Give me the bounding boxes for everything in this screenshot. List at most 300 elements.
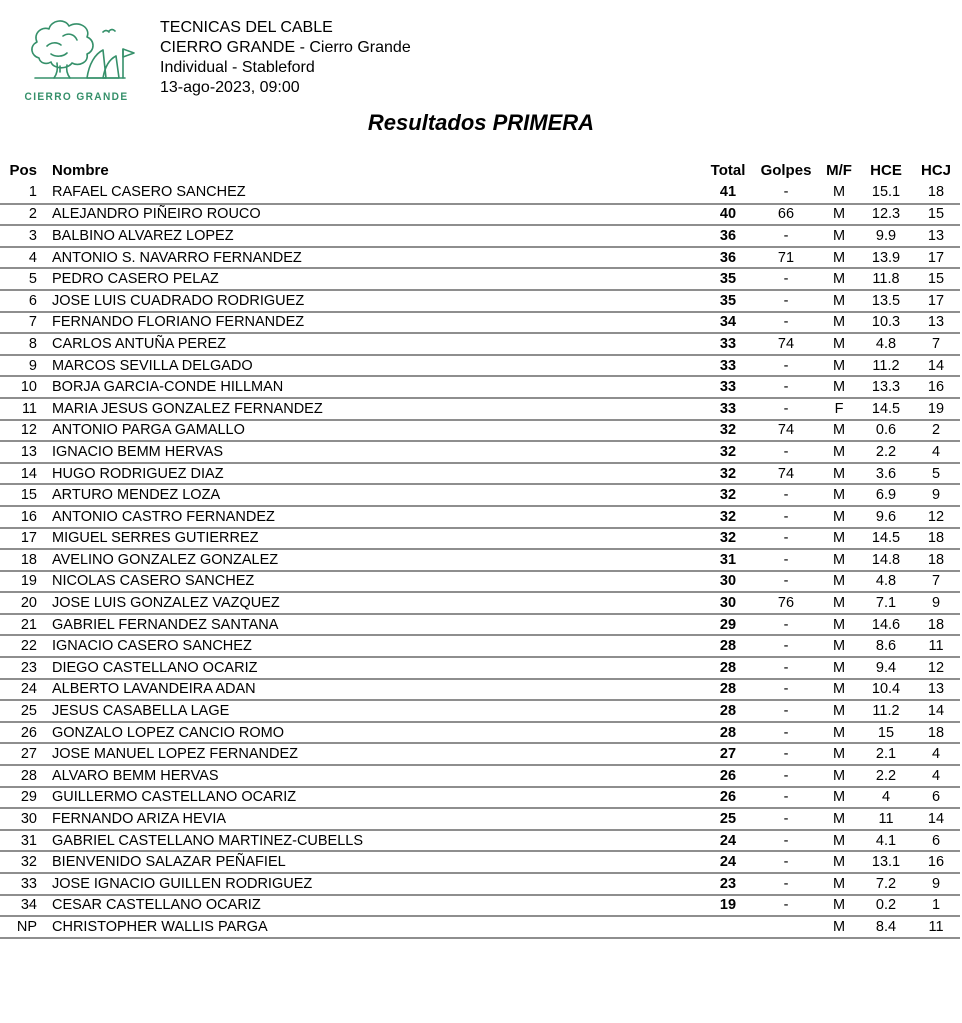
table-row [0,333,960,355]
cell-golpes: 66 [754,204,818,226]
cell-hce: 14.5 [860,528,912,550]
cell-total: 36 [702,247,754,269]
cell-hcj: 12 [912,506,960,528]
table-row [0,247,960,269]
cell-nombre: MIGUEL SERRES GUTIERREZ [40,528,702,550]
table-row [0,182,960,204]
cell-total: 33 [702,355,754,377]
cell-nombre: FERNANDO FLORIANO FERNANDEZ [40,312,702,334]
event-info [160,16,411,98]
cell-hcj: 6 [912,787,960,809]
cell-golpes: - [754,743,818,765]
event-company-line: TECNICAS DEL CABLE [160,19,333,36]
cell-total: 28 [702,722,754,744]
table-row [0,528,960,550]
cell-hcj: 14 [912,700,960,722]
cell-mf: M [818,571,860,593]
cell-mf: M [818,635,860,657]
table-row [0,614,960,636]
cell-mf: M [818,225,860,247]
cell-mf: M [818,873,860,895]
table-row [0,355,960,377]
cell-mf: M [818,247,860,269]
cell-hce: 0.2 [860,895,912,917]
cell-mf: M [818,765,860,787]
cell-pos: 25 [0,700,40,722]
cell-hce: 14.6 [860,614,912,636]
cell-hce: 13.5 [860,290,912,312]
cell-nombre: CHRISTOPHER WALLIS PARGA [40,916,702,938]
cell-total: 28 [702,657,754,679]
cell-total [702,916,754,938]
cell-nombre: IGNACIO BEMM HERVAS [40,441,702,463]
cell-hce: 9.6 [860,506,912,528]
cell-hcj: 17 [912,247,960,269]
cell-hcj: 19 [912,398,960,420]
cell-pos: 2 [0,204,40,226]
cell-hcj: 18 [912,722,960,744]
cell-golpes: - [754,506,818,528]
cell-hce: 4 [860,787,912,809]
cell-total: 28 [702,635,754,657]
cell-total: 32 [702,506,754,528]
table-header-row [0,158,960,182]
cell-nombre: GABRIEL CASTELLANO MARTINEZ-CUBELLS [40,830,702,852]
cell-total: 32 [702,420,754,442]
cell-mf: M [818,895,860,917]
cell-hcj: 13 [912,225,960,247]
cell-pos: 21 [0,614,40,636]
cell-pos: NP [0,916,40,938]
column-header-mf: M/F [826,161,852,179]
cell-nombre: JOSE LUIS CUADRADO RODRIGUEZ [40,290,702,312]
cell-hce: 13.3 [860,376,912,398]
table-row [0,830,960,852]
page-title: Resultados PRIMERA [367,110,595,135]
cell-mf: M [818,657,860,679]
cell-hce: 15 [860,722,912,744]
cell-hcj: 16 [912,851,960,873]
table-row [0,873,960,895]
cell-hcj: 4 [912,441,960,463]
cell-mf: M [818,808,860,830]
cell-hce: 10.4 [860,679,912,701]
event-club-line: CIERRO GRANDE - Cierro Grande [160,39,411,56]
cell-hce: 2.2 [860,441,912,463]
cell-total: 32 [702,528,754,550]
cell-hce: 14.8 [860,549,912,571]
cell-hce: 6.9 [860,484,912,506]
cell-golpes: - [754,700,818,722]
logo-text: CIERRO GRANDE [25,91,129,103]
cell-golpes: 74 [754,463,818,485]
cell-mf: M [818,484,860,506]
cell-golpes: - [754,873,818,895]
cell-mf: F [818,398,860,420]
cell-pos: 5 [0,268,40,290]
cell-mf: M [818,614,860,636]
cell-nombre: GONZALO LOPEZ CANCIO ROMO [40,722,702,744]
cell-hce: 4.8 [860,571,912,593]
cell-nombre: IGNACIO CASERO SANCHEZ [40,635,702,657]
table-row [0,225,960,247]
table-row [0,743,960,765]
table-row [0,700,960,722]
cell-mf: M [818,420,860,442]
cell-total: 28 [702,700,754,722]
cell-nombre: CESAR CASTELLANO OCARIZ [40,895,702,917]
cell-hcj: 4 [912,765,960,787]
cell-hcj: 7 [912,571,960,593]
cell-golpes: - [754,225,818,247]
cell-nombre: ANTONIO CASTRO FERNANDEZ [40,506,702,528]
cell-hce: 4.1 [860,830,912,852]
cell-nombre: FERNANDO ARIZA HEVIA [40,808,702,830]
cell-golpes: 74 [754,333,818,355]
cell-pos: 32 [0,851,40,873]
cell-nombre: JESUS CASABELLA LAGE [40,700,702,722]
column-header-total: Total [710,161,746,179]
cell-hce: 11 [860,808,912,830]
document-header [14,16,411,103]
cell-golpes: - [754,830,818,852]
table-row [0,463,960,485]
cell-pos: 3 [0,225,40,247]
cell-golpes: - [754,484,818,506]
cell-pos: 29 [0,787,40,809]
cell-total: 33 [702,376,754,398]
cell-mf: M [818,700,860,722]
cell-pos: 30 [0,808,40,830]
cell-nombre: BIENVENIDO SALAZAR PEÑAFIEL [40,851,702,873]
cell-hcj: 7 [912,333,960,355]
cell-nombre: ANTONIO PARGA GAMALLO [40,420,702,442]
cell-golpes: - [754,614,818,636]
cell-hce: 15.1 [860,182,912,204]
table-row [0,420,960,442]
cell-golpes: - [754,571,818,593]
cell-mf: M [818,333,860,355]
cell-golpes: - [754,549,818,571]
table-row [0,808,960,830]
cell-total: 32 [702,484,754,506]
cell-pos: 6 [0,290,40,312]
cell-nombre: ALBERTO LAVANDEIRA ADAN [40,679,702,701]
cell-golpes: - [754,441,818,463]
cell-hce: 9.9 [860,225,912,247]
cell-hce: 4.8 [860,333,912,355]
table-row [0,290,960,312]
cell-mf: M [818,830,860,852]
table-row [0,787,960,809]
cell-golpes: - [754,808,818,830]
cell-pos: 23 [0,657,40,679]
cell-golpes: - [754,851,818,873]
table-row [0,506,960,528]
cell-golpes: - [754,679,818,701]
table-row [0,312,960,334]
cell-hce: 10.3 [860,312,912,334]
cell-mf: M [818,592,860,614]
cell-pos: 10 [0,376,40,398]
cell-hcj: 5 [912,463,960,485]
cell-hce: 13.1 [860,851,912,873]
cell-nombre: ALVARO BEMM HERVAS [40,765,702,787]
cell-hce: 3.6 [860,463,912,485]
cell-mf: M [818,312,860,334]
event-datetime-line: 13-ago-2023, 09:00 [160,79,300,96]
cell-nombre: GUILLERMO CASTELLANO OCARIZ [40,787,702,809]
cell-nombre: BALBINO ALVAREZ LOPEZ [40,225,702,247]
table-row [0,571,960,593]
cell-hce: 12.3 [860,204,912,226]
cierro-grande-tree-golf-icon [17,16,137,90]
results-table [0,158,960,939]
cell-hcj: 6 [912,830,960,852]
cell-nombre: BORJA GARCIA-CONDE HILLMAN [40,376,702,398]
cell-nombre: JOSE IGNACIO GUILLEN RODRIGUEZ [40,873,702,895]
cell-golpes: - [754,268,818,290]
cell-hce: 8.6 [860,635,912,657]
cell-mf: M [818,787,860,809]
cell-hcj: 15 [912,268,960,290]
table-row [0,204,960,226]
cell-hcj: 16 [912,376,960,398]
cell-golpes: - [754,528,818,550]
cell-hce: 2.2 [860,765,912,787]
cell-total: 41 [702,182,754,204]
cell-mf: M [818,743,860,765]
cell-golpes: - [754,722,818,744]
cell-total: 30 [702,571,754,593]
cell-mf: M [818,290,860,312]
cell-hce: 2.1 [860,743,912,765]
cell-golpes: - [754,290,818,312]
cell-nombre: MARIA JESUS GONZALEZ FERNANDEZ [40,398,702,420]
cell-mf: M [818,506,860,528]
cell-hcj: 12 [912,657,960,679]
table-row [0,657,960,679]
cell-hce: 7.1 [860,592,912,614]
cell-golpes: - [754,312,818,334]
table-row [0,268,960,290]
table-row [0,916,960,938]
cell-hcj: 9 [912,592,960,614]
cell-mf: M [818,268,860,290]
table-row [0,635,960,657]
cell-golpes: - [754,182,818,204]
cell-total: 40 [702,204,754,226]
cell-mf: M [818,549,860,571]
cell-hcj: 9 [912,484,960,506]
cell-total: 26 [702,787,754,809]
cell-pos: 8 [0,333,40,355]
table-row [0,592,960,614]
cell-hce: 13.9 [860,247,912,269]
cell-hce: 14.5 [860,398,912,420]
cell-mf: M [818,528,860,550]
cell-hce: 7.2 [860,873,912,895]
cell-mf: M [818,355,860,377]
cell-golpes: - [754,657,818,679]
cell-hcj: 11 [912,635,960,657]
cell-pos: 18 [0,549,40,571]
cell-nombre: NICOLAS CASERO SANCHEZ [40,571,702,593]
cell-hcj: 4 [912,743,960,765]
table-row [0,722,960,744]
results-table-body [0,182,960,938]
cell-golpes: 71 [754,247,818,269]
cell-pos: 24 [0,679,40,701]
cell-pos: 16 [0,506,40,528]
cell-nombre: PEDRO CASERO PELAZ [40,268,702,290]
cell-total: 25 [702,808,754,830]
cell-total: 31 [702,549,754,571]
cell-pos: 34 [0,895,40,917]
cell-hce: 0.6 [860,420,912,442]
cell-pos: 14 [0,463,40,485]
table-row [0,376,960,398]
cell-total: 28 [702,679,754,701]
table-row [0,398,960,420]
cell-total: 33 [702,333,754,355]
cell-hce: 8.4 [860,916,912,938]
cell-nombre: MARCOS SEVILLA DELGADO [40,355,702,377]
cell-pos: 33 [0,873,40,895]
table-row [0,549,960,571]
cell-mf: M [818,722,860,744]
cell-hcj: 9 [912,873,960,895]
cell-pos: 31 [0,830,40,852]
cell-total: 24 [702,851,754,873]
cell-total: 27 [702,743,754,765]
cell-hcj: 11 [912,916,960,938]
cell-mf: M [818,679,860,701]
cell-pos: 28 [0,765,40,787]
cell-total: 35 [702,268,754,290]
cell-nombre: ARTURO MENDEZ LOZA [40,484,702,506]
cell-total: 35 [702,290,754,312]
cell-total: 32 [702,463,754,485]
cell-hcj: 13 [912,312,960,334]
cell-golpes [754,916,818,938]
cell-hcj: 2 [912,420,960,442]
cell-pos: 1 [0,182,40,204]
cell-total: 32 [702,441,754,463]
cell-golpes: - [754,765,818,787]
cell-pos: 7 [0,312,40,334]
cell-total: 34 [702,312,754,334]
cell-hcj: 18 [912,549,960,571]
cell-mf: M [818,463,860,485]
column-header-hce: HCE [870,161,902,179]
cell-pos: 22 [0,635,40,657]
cell-hcj: 18 [912,182,960,204]
cell-hcj: 18 [912,528,960,550]
cell-mf: M [818,441,860,463]
cell-hcj: 13 [912,679,960,701]
cell-mf: M [818,916,860,938]
cell-hce: 9.4 [860,657,912,679]
cell-nombre: JOSE MANUEL LOPEZ FERNANDEZ [40,743,702,765]
event-format-line: Individual - Stableford [160,59,315,76]
cell-pos: 9 [0,355,40,377]
cell-hce: 11.2 [860,355,912,377]
cell-nombre: HUGO RODRIGUEZ DIAZ [40,463,702,485]
cell-total: 23 [702,873,754,895]
cell-hce: 11.2 [860,700,912,722]
cell-mf: M [818,182,860,204]
cell-mf: M [818,851,860,873]
cell-hcj: 15 [912,204,960,226]
cell-hcj: 1 [912,895,960,917]
column-header-golpes: Golpes [760,161,812,179]
cell-pos: 20 [0,592,40,614]
column-header-nombre: Nombre [52,161,109,179]
cell-nombre: CARLOS ANTUÑA PEREZ [40,333,702,355]
cell-pos: 12 [0,420,40,442]
cell-total: 26 [702,765,754,787]
cell-total: 33 [702,398,754,420]
cell-golpes: - [754,895,818,917]
cell-total: 36 [702,225,754,247]
cell-mf: M [818,204,860,226]
table-row [0,679,960,701]
cell-hcj: 14 [912,808,960,830]
cell-total: 30 [702,592,754,614]
cell-pos: 4 [0,247,40,269]
column-header-pos: Pos [9,161,37,179]
cell-pos: 27 [0,743,40,765]
cell-hcj: 17 [912,290,960,312]
cell-nombre: RAFAEL CASERO SANCHEZ [40,182,702,204]
cell-golpes: 76 [754,592,818,614]
table-row [0,441,960,463]
cell-pos: 15 [0,484,40,506]
table-row [0,851,960,873]
cell-golpes: - [754,787,818,809]
cell-nombre: DIEGO CASTELLANO OCARIZ [40,657,702,679]
cell-hcj: 18 [912,614,960,636]
cell-pos: 17 [0,528,40,550]
cell-golpes: - [754,355,818,377]
cell-pos: 13 [0,441,40,463]
club-logo [14,16,140,103]
cell-pos: 11 [0,398,40,420]
cell-nombre: AVELINO GONZALEZ GONZALEZ [40,549,702,571]
table-row [0,895,960,917]
cell-hce: 11.8 [860,268,912,290]
table-row [0,765,960,787]
cell-golpes: 74 [754,420,818,442]
cell-total: 24 [702,830,754,852]
cell-total: 19 [702,895,754,917]
cell-nombre: GABRIEL FERNANDEZ SANTANA [40,614,702,636]
cell-pos: 19 [0,571,40,593]
cell-hcj: 14 [912,355,960,377]
cell-total: 29 [702,614,754,636]
table-row [0,484,960,506]
results-table-head [0,158,960,182]
cell-golpes: - [754,376,818,398]
cell-golpes: - [754,635,818,657]
cell-mf: M [818,376,860,398]
column-header-hcj: HCJ [920,161,951,179]
cell-golpes: - [754,398,818,420]
cell-pos: 26 [0,722,40,744]
cell-nombre: JOSE LUIS GONZALEZ VAZQUEZ [40,592,702,614]
cell-nombre: ANTONIO S. NAVARRO FERNANDEZ [40,247,702,269]
